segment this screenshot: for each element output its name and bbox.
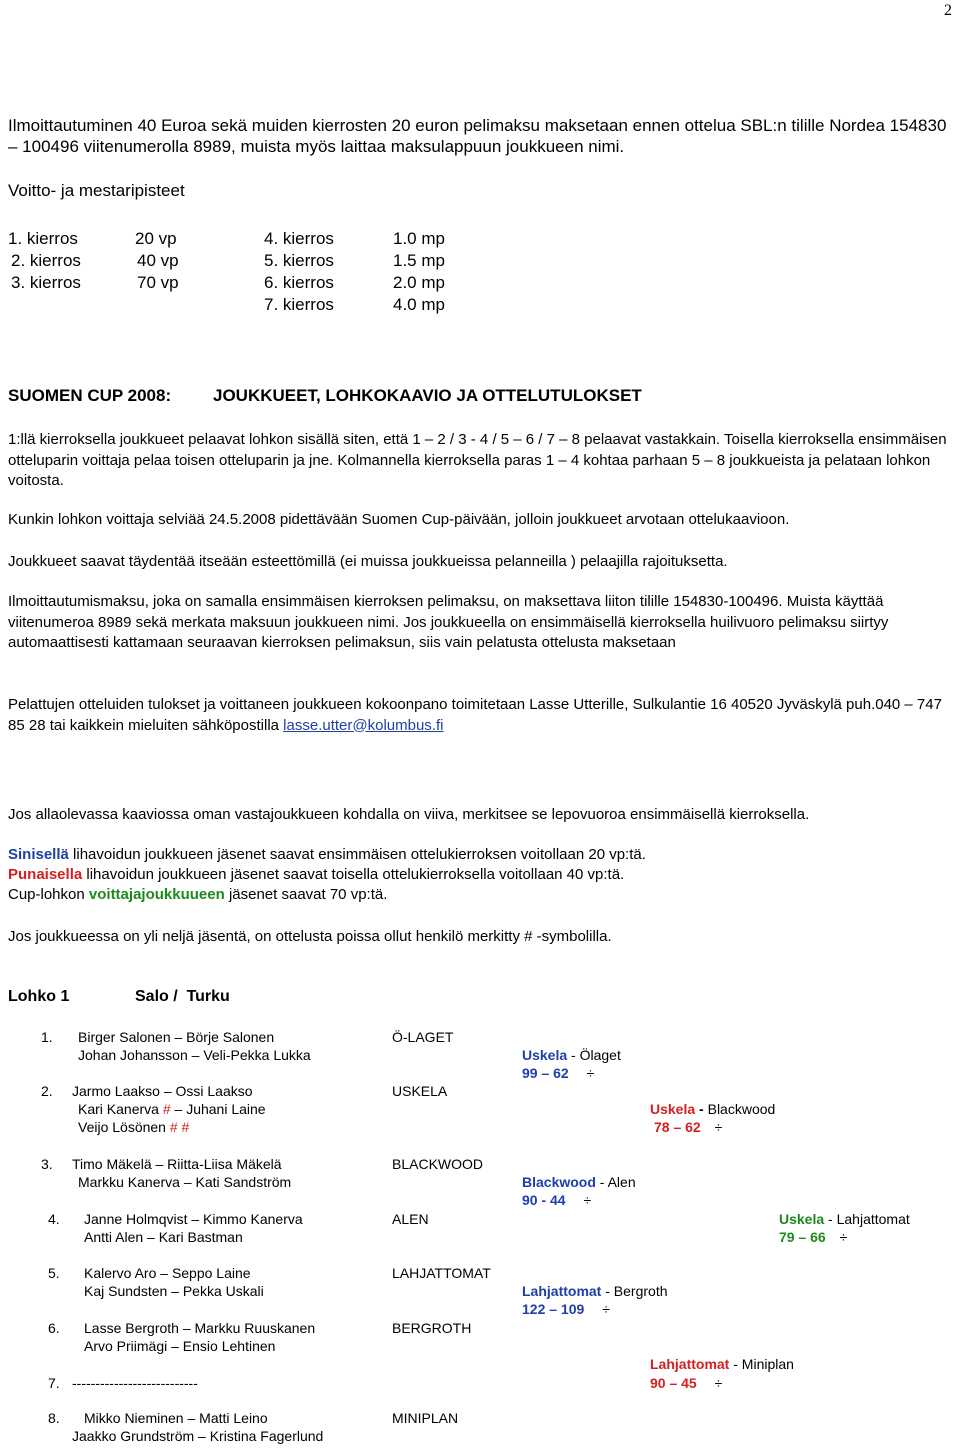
red-word: Punaisella bbox=[8, 866, 83, 883]
score-value: 90 - 44 bbox=[522, 1192, 566, 1208]
player-name: Kari Kanerva bbox=[78, 1101, 159, 1117]
points-row bbox=[8, 228, 78, 250]
team-player-line bbox=[78, 1118, 189, 1136]
team-name: USKELA bbox=[392, 1083, 448, 1099]
match-loser: Blackwood bbox=[707, 1101, 776, 1117]
match-result bbox=[522, 1173, 636, 1191]
match-separator: - bbox=[729, 1356, 742, 1372]
match-loser: Ölaget bbox=[579, 1047, 621, 1063]
match-result bbox=[650, 1355, 794, 1373]
match-result bbox=[650, 1100, 775, 1118]
match-winner: Lahjattomat bbox=[650, 1356, 730, 1372]
points-heading: Voitto- ja mestaripisteet bbox=[8, 181, 185, 200]
green-note bbox=[8, 886, 387, 904]
team-number: 8. bbox=[48, 1410, 60, 1426]
match-winner: Uskela bbox=[779, 1211, 825, 1227]
points-value: 4.0 mp bbox=[393, 295, 445, 314]
points-value: 1.5 mp bbox=[393, 251, 445, 270]
team-player-line: Markku Kanerva – Kati Sandström bbox=[78, 1174, 292, 1190]
team-player-line: --------------------------- bbox=[72, 1375, 198, 1391]
absence-hash: # bbox=[162, 1101, 171, 1117]
cup-paragraph-results bbox=[8, 695, 956, 736]
cup-heading-left: SUOMEN CUP 2008: bbox=[8, 386, 172, 405]
points-value: 70 vp bbox=[137, 273, 179, 292]
score-value: 78 – 62 bbox=[654, 1119, 701, 1135]
match-result bbox=[522, 1046, 621, 1064]
team-number: 6. bbox=[48, 1320, 60, 1336]
match-loser: Miniplan bbox=[741, 1356, 794, 1372]
points-round: 5. kierros bbox=[264, 251, 334, 270]
team-player-line: Mikko Nieminen – Matti Leino bbox=[84, 1410, 268, 1426]
team-number: 4. bbox=[48, 1211, 60, 1227]
team-player-line: Lasse Bergroth – Markku Ruuskanen bbox=[84, 1320, 316, 1336]
points-value: 1.0 mp bbox=[393, 229, 445, 248]
blue-word: Sinisellä bbox=[8, 846, 69, 863]
match-score bbox=[522, 1300, 610, 1318]
red-note bbox=[8, 866, 624, 884]
divide-icon: ÷ bbox=[602, 1301, 610, 1317]
team-name: MINIPLAN bbox=[392, 1410, 459, 1426]
points-round: 4. kierros bbox=[264, 229, 334, 248]
player-name: – Juhani Laine bbox=[174, 1101, 266, 1117]
score-value: 99 – 62 bbox=[522, 1065, 569, 1081]
team-name: Ö-LAGET bbox=[392, 1029, 454, 1045]
cup-paragraph-fee: Ilmoittautumismaksu, joka on samalla ensimmäisen kierroksen pelimaksu, on maksettava liiton tilille 154830-100496. Muista käyttää viitenumeroa 8989 sekä merkata maksuun joukkueen nimi. Jos joukkueella on ensimmäisellä kierroksella huilivuoro pelimaksu siirtyy automaattisesti kattamaan seuraavan kierroksen pelimaksun, siis vain pelatusta ottelusta maksetaan bbox=[8, 593, 889, 651]
team-player-line: Johan Johansson – Veli-Pekka Lukka bbox=[78, 1047, 311, 1063]
points-round: 3. kierros bbox=[11, 273, 81, 292]
team-name: BLACKWOOD bbox=[392, 1156, 484, 1172]
points-round: 2. kierros bbox=[11, 251, 81, 270]
page-number: 2 bbox=[944, 2, 952, 19]
points-value: 20 vp bbox=[135, 229, 177, 248]
points-round: 1. kierros bbox=[8, 229, 78, 248]
team-number: 7. bbox=[48, 1375, 60, 1391]
red-note-text: lihavoidun joukkueen jäsenet saavat toisella ottelukierroksella voitollaan 40 vp:tä. bbox=[86, 866, 625, 883]
points-round: 6. kierros bbox=[264, 273, 334, 292]
team-player-line: Arvo Priimägi – Ensio Lehtinen bbox=[84, 1338, 276, 1354]
email-link[interactable]: lasse.utter@kolumbus.fi bbox=[283, 716, 444, 734]
match-score bbox=[779, 1228, 847, 1246]
cup-heading-right: JOUKKUEET, LOHKOKAAVIO JA OTTELUTULOKSET bbox=[213, 386, 642, 405]
match-winner: Uskela bbox=[522, 1047, 568, 1063]
divide-icon: ÷ bbox=[714, 1119, 723, 1135]
team-player-line: Birger Salonen – Börje Salonen bbox=[78, 1029, 275, 1045]
team-player-line: Jaakko Grundström – Kristina Fagerlund bbox=[72, 1428, 324, 1444]
match-loser: Alen bbox=[607, 1174, 636, 1190]
match-loser: Bergroth bbox=[613, 1283, 668, 1299]
match-score bbox=[522, 1191, 591, 1209]
points-value: 2.0 mp bbox=[393, 273, 445, 292]
score-value: 79 – 66 bbox=[779, 1229, 826, 1245]
hash-note: Jos joukkueessa on yli neljä jäsentä, on ottelusta poissa ollut henkilö merkitty # -symbolilla. bbox=[8, 928, 612, 945]
team-player-line bbox=[78, 1100, 266, 1118]
match-result bbox=[522, 1282, 668, 1300]
match-winner: Blackwood bbox=[522, 1174, 596, 1190]
intro-paragraph: Ilmoittautuminen 40 Euroa sekä muiden kierrosten 20 euron pelimaksu maksetaan ennen ottelua SBL:n tilille Nordea 154830 – 100496 viitenumerolla 8989, muista myös laittaa maksulappuun joukkueen nimi. bbox=[8, 116, 947, 156]
team-number: 1. bbox=[41, 1029, 53, 1045]
match-separator: - bbox=[595, 1174, 608, 1190]
match-loser: Lahjattomat bbox=[836, 1211, 910, 1227]
team-number: 3. bbox=[41, 1156, 53, 1172]
team-player-line: Kaj Sundsten – Pekka Uskali bbox=[84, 1283, 264, 1299]
divide-icon: ÷ bbox=[714, 1375, 723, 1391]
absence-hash: # # bbox=[169, 1119, 190, 1135]
team-number: 5. bbox=[48, 1265, 60, 1281]
results-contact-text: Pelattujen otteluiden tulokset ja voittaneen joukkueen kokoonpano toimitetaan Lasse Utterille, Sulkulantie 16 40520 Jyväskylä puh.040 – 747 85 28 tai kaikkein mieluiten sähköpostilla bbox=[8, 696, 942, 734]
cup-paragraph-winner: Kunkin lohkon voittaja selviää 24.5.2008 pidettävään Suomen Cup-päivään, jolloin joukkueet arvotaan ottelukaavioon. bbox=[8, 511, 790, 528]
team-number: 2. bbox=[41, 1083, 53, 1099]
points-value: 40 vp bbox=[137, 251, 179, 270]
match-separator: - bbox=[567, 1047, 580, 1063]
divide-icon: ÷ bbox=[586, 1065, 595, 1081]
green-note-text: jäsenet saavat 70 vp:tä. bbox=[228, 886, 388, 903]
match-score bbox=[522, 1064, 594, 1082]
match-score bbox=[654, 1118, 722, 1136]
team-player-line: Janne Holmqvist – Kimmo Kanerva bbox=[84, 1211, 303, 1227]
match-result bbox=[779, 1210, 910, 1228]
blue-note bbox=[8, 846, 646, 864]
green-word: voittajajoukkuueen bbox=[88, 886, 225, 903]
group-city: Salo / Turku bbox=[135, 988, 230, 1005]
bye-note: Jos allaolevassa kaaviossa oman vastajoukkueen kohdalla on viiva, merkitsee se lepovuoroa ensimmäisellä kierroksella. bbox=[8, 806, 810, 823]
team-player-line: Kalervo Aro – Seppo Laine bbox=[84, 1265, 251, 1281]
player-name: Veijo Lösönen bbox=[78, 1119, 166, 1135]
match-winner: Lahjattomat bbox=[522, 1283, 602, 1299]
divide-icon: ÷ bbox=[583, 1192, 592, 1208]
match-score bbox=[650, 1374, 722, 1392]
team-player-line: Timo Mäkelä – Riitta-Liisa Mäkelä bbox=[72, 1156, 282, 1172]
points-round: 7. kierros bbox=[264, 295, 334, 314]
score-value: 122 – 109 bbox=[522, 1301, 585, 1317]
team-name: BERGROTH bbox=[392, 1320, 472, 1336]
match-winner: Uskela bbox=[650, 1101, 696, 1117]
team-name: LAHJATTOMAT bbox=[392, 1265, 491, 1281]
match-separator: - bbox=[695, 1101, 708, 1117]
green-prefix: Cup-lohkon bbox=[8, 886, 85, 903]
team-player-line: Jarmo Laakso – Ossi Laakso bbox=[72, 1083, 253, 1099]
match-separator: - bbox=[824, 1211, 837, 1227]
cup-paragraph-players: Joukkueet saavat täydentää itseään esteettömillä (ei muissa joukkueissa pelanneilla ) pelaajilla rajoituksetta. bbox=[8, 553, 728, 570]
group-label: Lohko 1 bbox=[8, 988, 70, 1005]
team-name: ALEN bbox=[392, 1211, 429, 1227]
blue-note-text: lihavoidun joukkueen jäsenet saavat ensimmäisen ottelukierroksen voitollaan 20 vp:tä. bbox=[73, 846, 646, 863]
score-value: 90 – 45 bbox=[650, 1375, 697, 1391]
team-player-line: Antti Alen – Kari Bastman bbox=[84, 1229, 243, 1245]
divide-icon: ÷ bbox=[839, 1229, 848, 1245]
cup-paragraph-rules: 1:llä kierroksella joukkueet pelaavat lohkon sisällä siten, että 1 – 2 / 3 - 4 / 5 – 6 / 7 – 8 pelaavat vastakkain. Toisella kierroksella ensimmäisen otteluparin voittaja pelaa toisen otteluparin ja jne. Kolmannella kierroksella paras 1 – 4 kohtaa parhaan 5 – 8 joukkueista ja pelataan lohkon voitosta. bbox=[8, 431, 947, 489]
match-separator: - bbox=[601, 1283, 614, 1299]
